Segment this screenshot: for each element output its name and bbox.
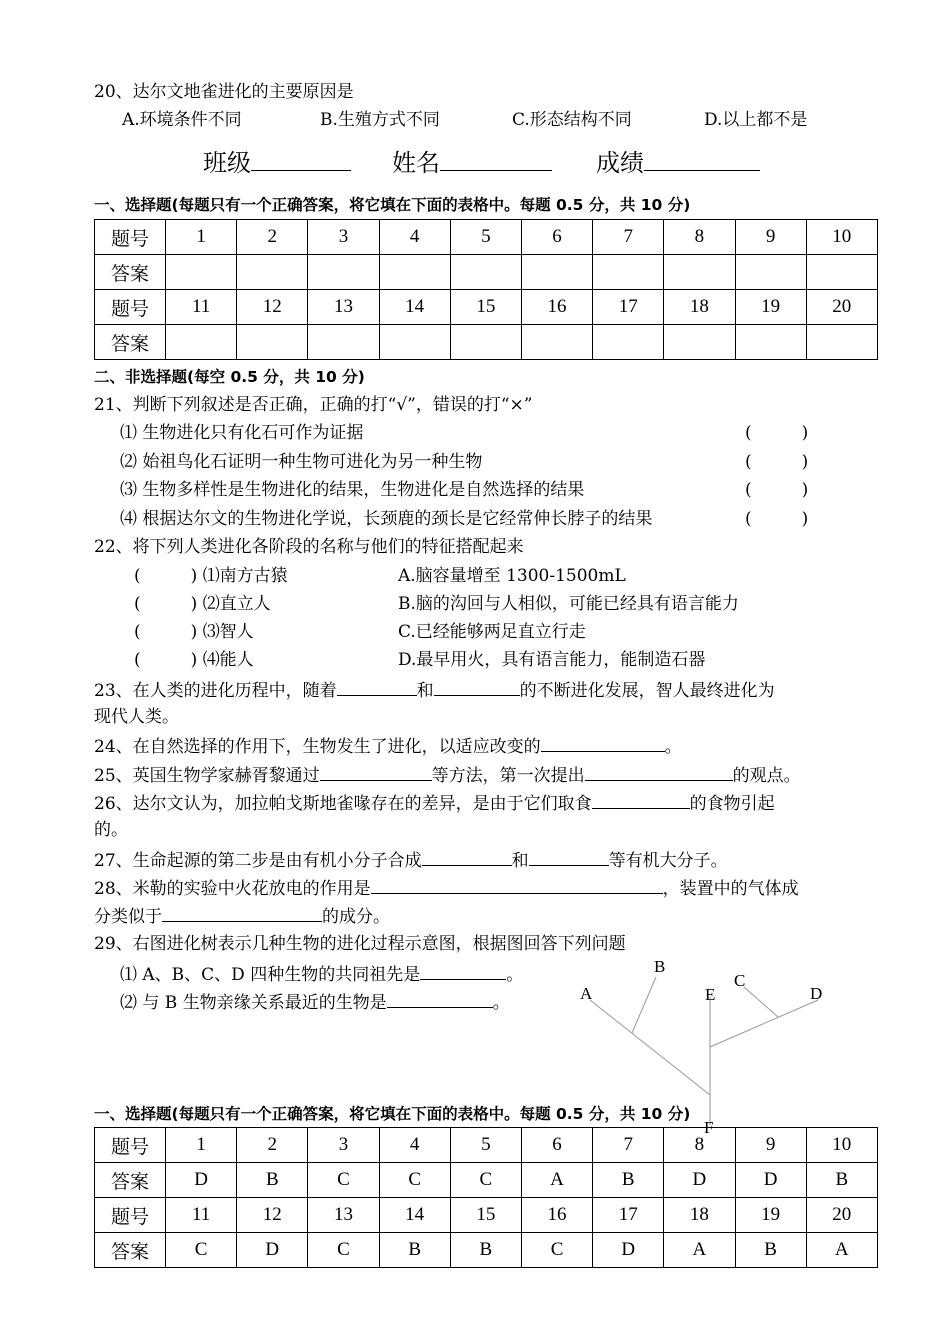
grid-answer-row-2 — [95, 325, 878, 360]
key-answer-row-1 — [95, 1163, 878, 1198]
question-number-cell: 5 — [450, 220, 521, 255]
answer-cell[interactable] — [166, 325, 237, 360]
score-label: 成绩 — [596, 149, 644, 177]
q22-stage-2: ⑵直立人 — [202, 594, 271, 614]
q24-blank[interactable] — [541, 733, 665, 752]
question-number-cell: 1 — [166, 1128, 237, 1163]
answer-cell[interactable] — [735, 255, 806, 290]
grid-number-row-1 — [95, 220, 878, 255]
answer-key-cell: D — [664, 1163, 735, 1198]
q24: 24、在自然选择的作用下，生物发生了进化，以适应改变的 。 — [94, 733, 682, 759]
question-number-cell: 3 — [308, 1128, 379, 1163]
answer-key-cell: B — [379, 1233, 450, 1268]
answer-key-cell: B — [237, 1163, 308, 1198]
question-number-cell: 3 — [308, 220, 379, 255]
q20-option-c: C.形态结构不同 — [512, 110, 632, 130]
question-number-cell: 16 — [521, 290, 592, 325]
answer-key-cell: C — [308, 1163, 379, 1198]
question-number-cell: 13 — [308, 290, 379, 325]
q22-stage-3: ⑶智人 — [202, 622, 254, 642]
q23-blank-1[interactable] — [337, 677, 417, 696]
q21-answer-3[interactable]: ( ) — [745, 480, 809, 500]
question-number-cell: 6 — [521, 1128, 592, 1163]
q22-row-4 — [134, 648, 254, 672]
tree-branch-d — [710, 1000, 818, 1047]
q23-line-2: 现代人类。 — [94, 707, 179, 727]
tree-label-c: C — [734, 971, 746, 990]
section1-title: 一、选择题(每题只有一个正确答案，将它填在下面的表格中。每题 0.5 分，共 10 分) — [94, 196, 691, 214]
q29-sub-2: ⑵ 与 B 生物亲缘关系最近的生物是 。 — [120, 989, 510, 1015]
row-label-number: 题号 — [95, 1128, 166, 1163]
q28-blank-2[interactable] — [162, 903, 322, 922]
answer-key-cell: B — [450, 1233, 521, 1268]
q25-blank-1[interactable] — [320, 762, 432, 781]
q22-feature-b: B.脑的沟回与人相似，可能已经具有语言能力 — [398, 594, 739, 614]
q22-stage-1: ⑴南方古猿 — [202, 566, 288, 586]
q22-answer-2[interactable]: ( ) — [134, 594, 198, 614]
question-number-cell: 11 — [166, 1198, 237, 1233]
question-number-cell: 5 — [450, 1128, 521, 1163]
answer-key-title: 一、选择题(每题只有一个正确答案，将它填在下面的表格中。每题 0.5 分，共 10 分) — [94, 1105, 691, 1123]
q22-answer-3[interactable]: ( ) — [134, 622, 198, 642]
q21-answer-2[interactable]: ( ) — [745, 452, 809, 472]
q23-blank-2[interactable] — [434, 677, 520, 696]
answer-key-cell: D — [735, 1163, 806, 1198]
q21-item-3: ⑶ 生物多样性是生物进化的结果，生物进化是自然选择的结果 — [120, 480, 585, 500]
answer-cell[interactable] — [308, 255, 379, 290]
q20-option-a: A.环境条件不同 — [122, 110, 242, 130]
answer-key-cell: A — [664, 1233, 735, 1268]
question-number-cell: 12 — [237, 290, 308, 325]
question-number-cell: 15 — [450, 1198, 521, 1233]
question-number-cell: 14 — [379, 290, 450, 325]
question-number-cell: 20 — [806, 290, 877, 325]
grid-answer-row-1 — [95, 255, 878, 290]
question-number-cell: 7 — [593, 220, 664, 255]
q22-answer-4[interactable]: ( ) — [134, 650, 198, 670]
question-number-cell: 9 — [735, 1128, 806, 1163]
row-label-number: 题号 — [95, 1198, 166, 1233]
answer-key-cell: B — [806, 1163, 877, 1198]
answer-key-cell: C — [521, 1233, 592, 1268]
key-answer-row-2 — [95, 1233, 878, 1268]
answer-cell[interactable] — [593, 255, 664, 290]
answer-cell[interactable] — [664, 255, 735, 290]
question-number-cell: 17 — [593, 290, 664, 325]
answer-key-cell: D — [593, 1233, 664, 1268]
answer-cell[interactable] — [379, 255, 450, 290]
question-number-cell: 18 — [664, 1198, 735, 1233]
answer-cell[interactable] — [521, 325, 592, 360]
tree-label-f: F — [704, 1118, 714, 1137]
q21-item-4: ⑷ 根据达尔文的生物进化学说，长颈鹿的颈长是它经常伸长脖子的结果 — [120, 509, 653, 529]
question-number-cell: 14 — [379, 1198, 450, 1233]
answer-key-cell: C — [166, 1233, 237, 1268]
question-number-cell: 12 — [237, 1198, 308, 1233]
q27: 27、生命起源的第二步是由有机小分子合成 和 等有机大分子。 — [94, 847, 728, 873]
q20-option-b: B.生殖方式不同 — [320, 110, 440, 130]
answer-key-cell: D — [166, 1163, 237, 1198]
grid-number-row-2 — [95, 290, 878, 325]
name-blank[interactable] — [440, 152, 552, 171]
answer-cell[interactable] — [450, 325, 521, 360]
name-label: 姓名 — [392, 149, 440, 177]
answer-key-cell: A — [521, 1163, 592, 1198]
q27-blank-1[interactable] — [422, 847, 512, 866]
q29-blank-1[interactable] — [420, 961, 506, 980]
question-number-cell: 19 — [735, 290, 806, 325]
section2-title: 二、非选择题(每空 0.5 分，共 10 分) — [94, 368, 365, 386]
tree-branch-c — [744, 987, 778, 1017]
question-number-cell: 4 — [379, 220, 450, 255]
q21-item-2: ⑵ 始祖鸟化石证明一种生物可进化为另一种生物 — [120, 452, 483, 472]
answer-key-cell: C — [379, 1163, 450, 1198]
answer-cell[interactable] — [379, 325, 450, 360]
question-number-cell: 4 — [379, 1128, 450, 1163]
answer-key-cell: A — [806, 1233, 877, 1268]
row-label-answer: 答案 — [95, 255, 166, 290]
answer-key-cell: D — [237, 1233, 308, 1268]
question-number-cell: 20 — [806, 1198, 877, 1233]
q26-line-2: 的。 — [94, 820, 128, 840]
answer-cell[interactable] — [664, 325, 735, 360]
q20-option-d: D.以上都不是 — [704, 110, 808, 130]
q22-feature-c: C.已经能够两足直立行走 — [398, 622, 586, 642]
q28-line-2: 分类似于 的成分。 — [94, 903, 390, 929]
question-number-cell: 10 — [806, 220, 877, 255]
row-label-number: 题号 — [95, 290, 166, 325]
tree-label-a: A — [580, 984, 593, 1003]
class-blank[interactable] — [251, 152, 351, 171]
row-label-answer: 答案 — [95, 325, 166, 360]
answer-cell[interactable] — [308, 325, 379, 360]
question-number-cell: 2 — [237, 1128, 308, 1163]
question-number-cell: 19 — [735, 1198, 806, 1233]
answer-cell[interactable] — [237, 255, 308, 290]
q21-answer-1[interactable]: ( ) — [745, 423, 809, 443]
row-label-number: 题号 — [95, 220, 166, 255]
q25-blank-2[interactable] — [585, 762, 733, 781]
q22-answer-1[interactable]: ( ) — [134, 566, 198, 586]
q27-blank-2[interactable] — [529, 847, 609, 866]
answer-key-cell: B — [593, 1163, 664, 1198]
question-number-cell: 7 — [593, 1128, 664, 1163]
answer-key-cell: C — [308, 1233, 379, 1268]
q22-row-1 — [134, 564, 288, 588]
q21-question: 21、判断下列叙述是否正确，正确的打“√”，错误的打“×” — [94, 395, 533, 415]
answer-key-cell: B — [735, 1233, 806, 1268]
answer-cell[interactable] — [237, 325, 308, 360]
answer-cell[interactable] — [806, 325, 877, 360]
q20-question: 20、达尔文地雀进化的主要原因是 — [94, 82, 354, 102]
q22-feature-a: A.脑容量增至 1300-1500mL — [398, 566, 626, 586]
question-number-cell: 13 — [308, 1198, 379, 1233]
q29-question: 29、右图进化树表示几种生物的进化过程示意图，根据图回答下列问题 — [94, 934, 626, 954]
q21-item-1: ⑴ 生物进化只有化石可作为证据 — [120, 423, 364, 443]
row-label-answer: 答案 — [95, 1233, 166, 1268]
answer-key-grid — [94, 1127, 878, 1268]
answer-cell[interactable] — [450, 255, 521, 290]
answer-cell[interactable] — [735, 325, 806, 360]
question-number-cell: 10 — [806, 1128, 877, 1163]
row-label-answer: 答案 — [95, 1163, 166, 1198]
answer-cell[interactable] — [806, 255, 877, 290]
q21-answer-4[interactable]: ( ) — [745, 509, 809, 529]
q22-stage-4: ⑷能人 — [202, 650, 254, 670]
q26-line-1: 26、达尔文认为，加拉帕戈斯地雀喙存在的差异，是由于它们取食 的食物引起 — [94, 790, 775, 816]
q26-blank[interactable] — [592, 790, 690, 809]
question-number-cell: 16 — [521, 1198, 592, 1233]
question-number-cell: 18 — [664, 290, 735, 325]
answer-grid — [94, 219, 878, 360]
q22-row-2 — [134, 592, 271, 616]
tree-label-d: D — [810, 984, 823, 1003]
answer-cell[interactable] — [593, 325, 664, 360]
tree-branch-a — [590, 1000, 710, 1095]
name-field — [392, 146, 552, 180]
question-number-cell: 2 — [237, 220, 308, 255]
class-field — [203, 146, 351, 180]
answer-key-cell: C — [450, 1163, 521, 1198]
question-number-cell: 11 — [166, 290, 237, 325]
question-number-cell: 8 — [664, 220, 735, 255]
answer-cell[interactable] — [521, 255, 592, 290]
score-field — [596, 146, 760, 180]
question-number-cell: 6 — [521, 220, 592, 255]
tree-label-e: E — [705, 985, 716, 1004]
q28-line-1: 28、米勒的实验中火花放电的作用是 ，装置中的气体成 — [94, 875, 799, 901]
q22-question: 22、将下列人类进化各阶段的名称与他们的特征搭配起来 — [94, 537, 524, 557]
question-number-cell: 9 — [735, 220, 806, 255]
q22-row-3 — [134, 620, 254, 644]
q28-blank-1[interactable] — [371, 875, 663, 894]
question-number-cell: 8 — [664, 1128, 735, 1163]
answer-cell[interactable] — [166, 255, 237, 290]
q29-sub-1: ⑴ A、B、C、D 四种生物的共同祖先是 。 — [120, 961, 523, 987]
question-number-cell: 15 — [450, 290, 521, 325]
tree-branch-b — [632, 977, 656, 1033]
key-number-row-2 — [95, 1198, 878, 1233]
q29-blank-2[interactable] — [387, 989, 493, 1008]
score-blank[interactable] — [644, 152, 760, 171]
question-number-cell: 17 — [593, 1198, 664, 1233]
q22-feature-d: D.最早用火，具有语言能力，能制造石器 — [398, 650, 706, 670]
tree-label-b: B — [654, 957, 666, 976]
q23-line-1: 23、在人类的进化历程中，随着 和 的不断进化发展，智人最终进化为 — [94, 677, 775, 703]
question-number-cell: 1 — [166, 220, 237, 255]
q25: 25、英国生物学家赫胥黎通过 等方法，第一次提出 的观点。 — [94, 762, 801, 788]
key-number-row-1 — [95, 1128, 878, 1163]
class-label: 班级 — [203, 149, 251, 177]
